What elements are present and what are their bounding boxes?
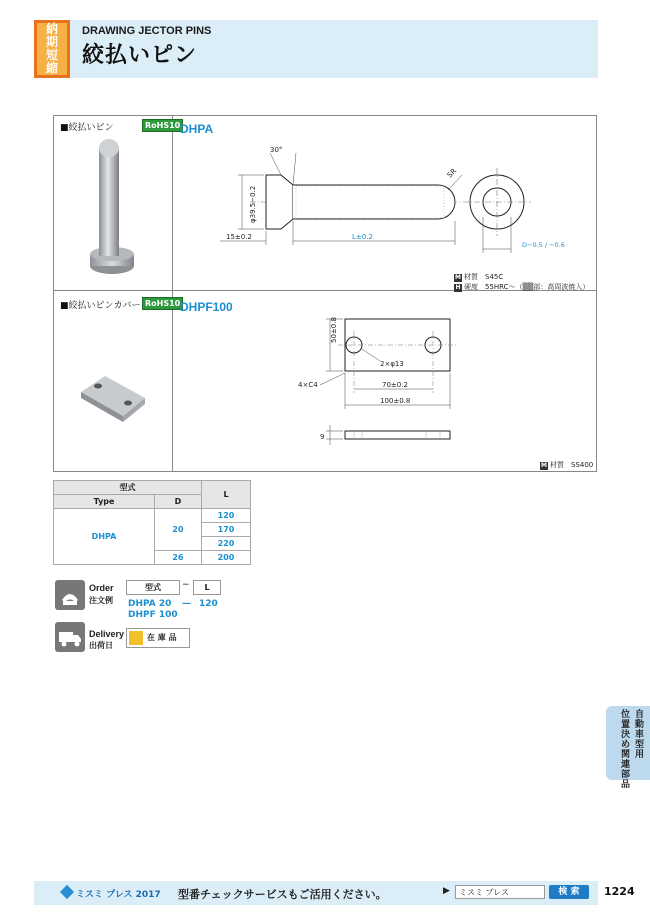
side-tab-text-2: 位置決め関連部品 <box>620 710 630 790</box>
badge-char: 期 <box>45 35 58 49</box>
short-delivery-badge <box>34 20 70 78</box>
dhpf-drawing <box>290 315 480 450</box>
dim-thickness: 9 <box>320 433 325 441</box>
section-label-pin: ■絞払いピン <box>60 123 114 133</box>
table-row <box>54 509 251 523</box>
spec-material-cover: M 材質 SS400 <box>541 461 594 469</box>
dim-width: 100±0.8 <box>380 397 411 405</box>
badge-char: 納 <box>45 22 58 36</box>
truck-icon <box>55 622 85 652</box>
dim-height: 50±0.8 <box>330 317 338 343</box>
th-type: Type <box>54 495 155 509</box>
dhpa-drawing <box>200 135 590 285</box>
rohs-badge: RoHS10 <box>142 297 183 310</box>
order-col-l: L <box>193 580 221 595</box>
dim-pitch: 70±0.2 <box>382 381 408 389</box>
page-title: 絞払いピン <box>82 43 198 68</box>
dim-head-dia: φ39.5−0.2 <box>249 185 257 223</box>
th-model: 型式 <box>54 481 202 495</box>
stock-label: 在 庫 品 <box>147 633 177 642</box>
dim-head-len: 15±0.2 <box>226 233 252 241</box>
search-input[interactable]: ミスミ プレス <box>455 885 545 899</box>
th-l: L <box>202 481 251 509</box>
order-label-jp: 注文例 <box>89 596 113 605</box>
order-label: Order <box>89 583 114 593</box>
cell-d: 26 <box>155 551 202 565</box>
stock-icon <box>129 631 143 645</box>
order-example-1-model: DHPA 20 <box>128 599 172 609</box>
cell-l: 220 <box>202 537 251 551</box>
side-tab-text-1: 自動車型用 <box>634 710 644 760</box>
delivery-label-jp: 出荷日 <box>89 641 113 650</box>
order-col-model: 型式 <box>126 580 180 595</box>
code-title-dhpf100: DHPF100 <box>180 300 233 314</box>
category-side-tab[interactable] <box>606 706 650 790</box>
spec-table <box>53 480 251 565</box>
rohs-badge: RoHS10 <box>142 119 183 132</box>
pin-photo <box>85 130 145 280</box>
section-label-cover: ■絞払いピンカバー <box>60 301 141 311</box>
frame-divider-vertical <box>172 115 173 472</box>
order-dash: − <box>182 580 190 590</box>
spec-mark: M <box>455 274 461 281</box>
cell-l: 200 <box>202 551 251 565</box>
cell-l: 170 <box>202 523 251 537</box>
dim-d: D−0.5 / −0.6 <box>522 241 565 249</box>
search-button[interactable]: 検 索 <box>549 885 589 899</box>
cell-l: 120 <box>202 509 251 523</box>
stock-box <box>126 628 190 648</box>
spec-mark: M <box>541 462 547 469</box>
dim-holes: 2×φ13 <box>380 360 404 368</box>
th-d: D <box>155 495 202 509</box>
footer-message: 型番チェックサービスもご活用ください。 <box>178 888 387 901</box>
order-example-1-l: 120 <box>199 599 218 609</box>
dim-chamfer: 4×C4 <box>298 381 318 389</box>
order-example-1-dash: — <box>182 599 191 609</box>
title-english: DRAWING JECTOR PINS <box>82 25 212 37</box>
arrow-right-icon: ▶ <box>443 886 450 896</box>
spec-mark: H <box>455 284 461 291</box>
page-number: 1224 <box>604 885 635 898</box>
cell-d: 20 <box>155 509 202 551</box>
dim-sr: SR <box>445 167 459 180</box>
cover-photo <box>75 370 155 430</box>
dim-length: L±0.2 <box>352 233 373 241</box>
badge-char: 縮 <box>45 61 58 75</box>
dim-angle: 30° <box>270 146 283 154</box>
cell-type: DHPA <box>54 509 155 565</box>
phone-icon <box>55 580 85 610</box>
footer-brand: ミスミ プレス 2017 <box>76 890 161 900</box>
delivery-label: Delivery <box>89 629 125 639</box>
order-example-2-model: DHPF 100 <box>128 610 178 620</box>
badge-char: 短 <box>45 48 58 62</box>
spec-hardness: H 硬度 55HRC～（▒▒部：高周波焼入） <box>455 283 590 291</box>
code-title-dhpa: DHPA <box>180 122 214 136</box>
spec-material: M 材質 S45C <box>455 273 504 281</box>
